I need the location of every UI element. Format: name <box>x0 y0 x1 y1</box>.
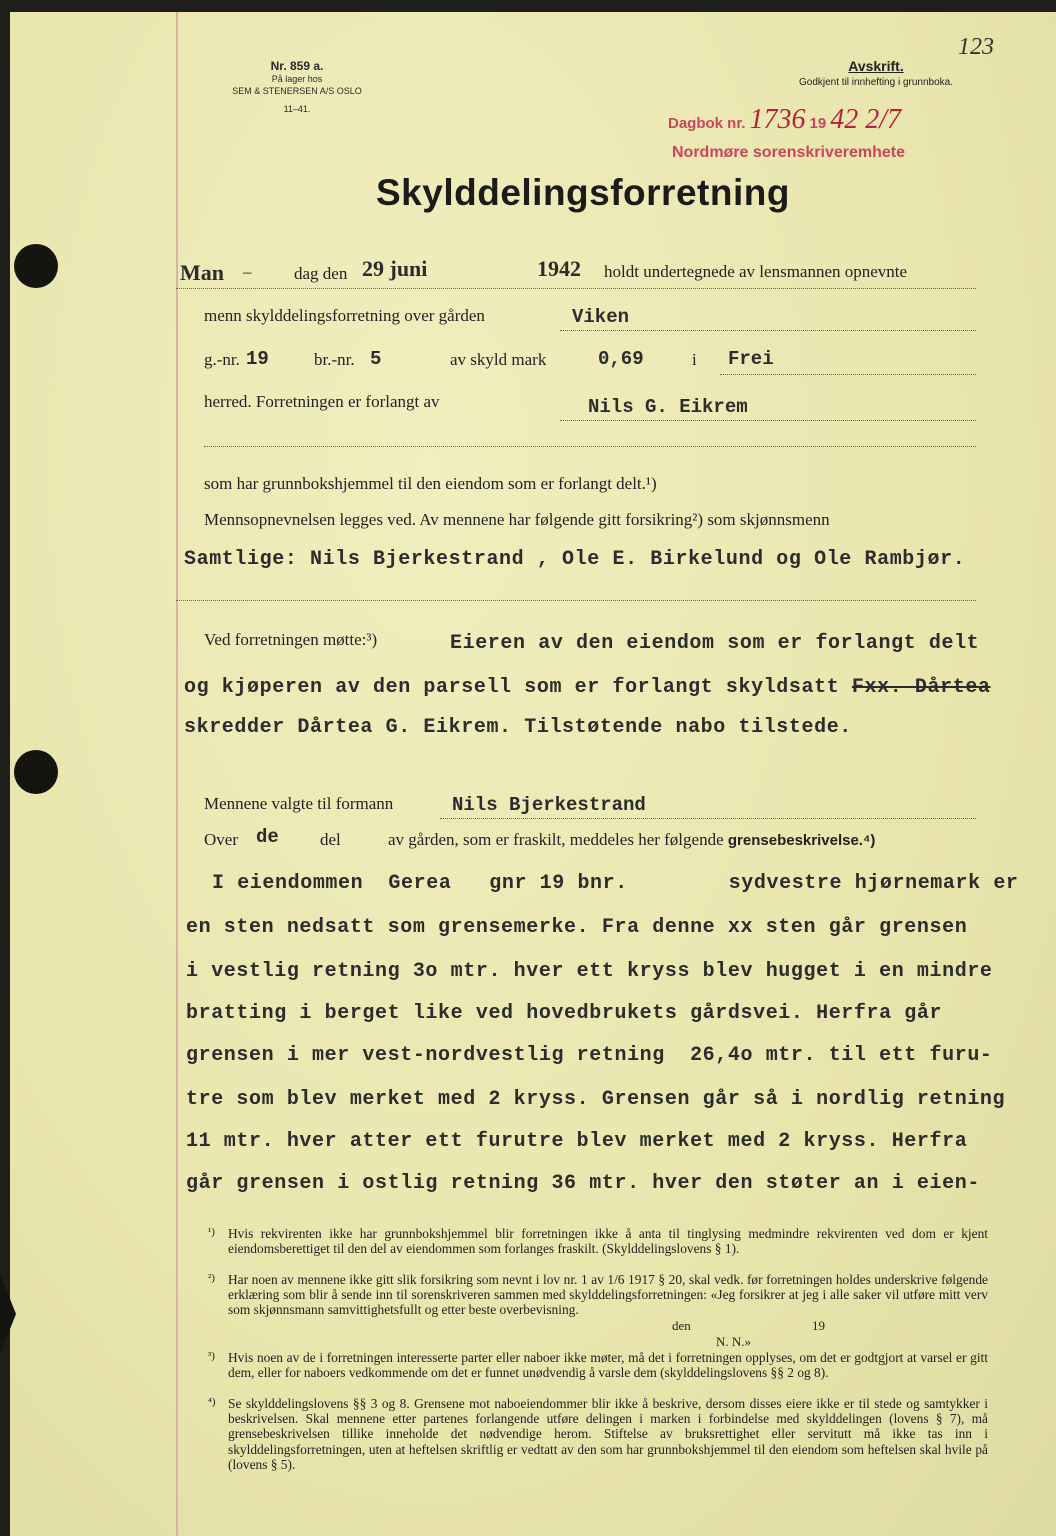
margin-line <box>176 12 178 1536</box>
edge-marker <box>0 1274 16 1354</box>
body-line: en sten nedsatt som grensemerke. Fra denne xx sten går grensen <box>186 916 968 939</box>
line1-text: holdt undertegnede av lensmannen opnevnte <box>604 262 908 281</box>
herred-value: Frei <box>728 348 774 370</box>
i-label: i <box>692 350 697 369</box>
dag-den-label: dag den <box>294 264 348 283</box>
gnr-value: 19 <box>246 348 269 370</box>
line6-text: Mennsopnevnelsen legges ved. Av mennene har følgende gitt forsikring²) som skjønnsmenn <box>204 510 830 529</box>
body-line: grensen i mer vest-nordvestlig retning 26,4o mtr. til ett furu- <box>186 1044 993 1067</box>
gnr-label: g.-nr. <box>204 350 240 369</box>
body-line: I eiendommen Gerea gnr 19 bnr. sydvestre hjørnemark er <box>212 872 1019 895</box>
body-line: i vestlig retning 3o mtr. hver ett kryss blev hugget i en mindre <box>186 960 993 983</box>
dotted-rule <box>560 330 976 331</box>
avskrift-title: Avskrift. <box>848 58 904 74</box>
line11-text: Mennene valgte til formann <box>204 794 394 813</box>
line8-text: Ved forretningen møtte:³) <box>204 630 378 649</box>
footnote-4: Se skylddelingslovens §§ 3 og 8. Grensene mot naboeiendommer blir ikke å beskrive, dersom disses eiere ikke er til stede og samtykker i beskrivelsen. Skal mennene etter partenes forlangende utføre delingen i marken i forbindelse med skylddelingen (lovens § 7), må grensebeskrivelsen tillike inneholde det nødvendige herom. Stiftelse av bruksrettighet eller servitutt må ikke tas inn i skylddelingsforretningen, uten at heftelsen skriftlig er vedtatt av den som har grunnbokshjemmel til den eiendom som heftelsen skal hvile på (lovens § 5). <box>228 1396 988 1472</box>
body-line: 11 mtr. hver atter ett furutre blev merket med 2 kryss. Herfra <box>186 1130 968 1153</box>
footnote-2-year: 19 <box>812 1318 825 1333</box>
footnote-2-den: den <box>672 1318 691 1333</box>
document-title: Skylddelingsforretning <box>376 172 790 213</box>
skyld-value: 0,69 <box>598 348 644 370</box>
footnote-mark-2: ²) <box>208 1272 215 1284</box>
punch-hole-middle <box>14 750 58 794</box>
line12-text <box>388 830 875 850</box>
attendee-line-3: skredder Dårtea G. Eikrem. Tilstøtende nabo tilstede. <box>184 716 852 739</box>
attendee-line-2 <box>184 676 991 699</box>
line2-text: menn skylddelingsforretning over gården <box>204 306 485 325</box>
line5-text: som har grunnbokshjemmel til den eiendom som er forlangt delt.¹) <box>204 474 657 493</box>
footnote-mark-4: ⁴) <box>208 1396 216 1408</box>
body-line: tre som blev merket med 2 kryss. Grensen går så i nordlig retning <box>186 1088 1006 1111</box>
line4-text: herred. Forretningen er forlangt av <box>204 392 440 411</box>
footnote-3: Hvis noen av de i forretningen interesserte parter eller naboer ikke møter, må det i forretningen opplyses, om det er godtgjort at varsel er gitt dem, eller for naboers vedkommende om det er funnet unødvendig å varsle dem (skylddelingslovens §§ 2 og 8). <box>228 1350 988 1381</box>
dotted-rule <box>720 374 976 375</box>
form-number: Nr. 859 a. <box>270 59 324 73</box>
formann-name: Nils Bjerkestrand <box>452 794 646 816</box>
over-label: Over <box>204 830 238 849</box>
dotted-rule <box>204 446 976 447</box>
requester-name: Nils G. Eikrem <box>588 396 748 418</box>
brnr-value: 5 <box>370 348 382 370</box>
dagbok-label: Dagbok nr. <box>668 115 746 132</box>
page-number: 123 <box>958 34 994 60</box>
farm-name: Viken <box>572 306 630 328</box>
dagbok-stamp <box>668 104 901 136</box>
dash: – <box>243 262 252 281</box>
dotted-rule <box>176 288 976 289</box>
line12-text-body: av gården, som er fraskilt, meddeles her følgende <box>388 830 724 849</box>
dagbok-number: 1736 <box>749 104 806 135</box>
dotted-rule <box>176 600 976 601</box>
form-date-code: 11–41. <box>283 104 311 114</box>
publisher-line-1: På lager hos <box>271 74 323 84</box>
avskrift-block <box>756 58 996 88</box>
attendee-line-2-struck: Fxx. Dårtea <box>851 676 991 699</box>
del-label: del <box>320 830 341 849</box>
form-number-block <box>214 60 380 115</box>
footnote-mark-1: ¹) <box>208 1226 215 1238</box>
dagbok-year-prefix: 19 <box>809 115 827 132</box>
dotted-rule <box>560 420 976 421</box>
year-handwritten: 1942 <box>537 256 581 281</box>
skjonnsmenn-names: Samtlige: Nils Bjerkestrand , Ole E. Birkelund og Ole Rambjør. <box>184 548 966 571</box>
office-stamp: Nordmøre sorenskriveremhete <box>672 144 905 161</box>
day-handwritten: Man <box>180 260 224 285</box>
over-handwritten: de <box>256 826 279 848</box>
grensebeskrivelse-label: grensebeskrivelse.⁴) <box>727 832 876 849</box>
publisher-line-2: SEM & STENERSEN A/S OSLO <box>232 86 362 96</box>
body-line: går grensen i ostlig retning 36 mtr. hver den støter an i eien- <box>186 1172 980 1195</box>
footnote-2-nn: N. N.» <box>716 1334 752 1349</box>
punch-hole-top <box>14 244 58 288</box>
dotted-rule <box>440 818 976 819</box>
brnr-label: br.-nr. <box>314 350 355 369</box>
attendee-line-2-text: og kjøperen av den parsell som er forlangt skyldsatt <box>184 676 840 699</box>
avskrift-subtitle: Godkjent til innhefting i grunnboka. <box>799 77 953 88</box>
footnote-2: Har noen av mennene ikke gitt slik forsikring som nevnt i lov nr. 1 av 1/6 1917 § 20, skal vedk. før forretningen holdes underskrive følgende erklæring som blir å sende inn til sorenskriveren sammen med skylddelingsforretningen: «Jeg forsikrer at jeg i alle saker vil utføre mitt verv som skjønnsmann samvittighetsfullt og etter beste overbevisning. <box>228 1272 988 1318</box>
date-handwritten: 29 juni <box>362 256 428 281</box>
skyld-label: av skyld mark <box>450 350 547 369</box>
dagbok-year-date: 42 2/7 <box>830 104 901 135</box>
footnote-mark-3: ³) <box>208 1350 215 1362</box>
body-line: bratting i berget like ved hovedbrukets gårdsvei. Herfra går <box>186 1002 943 1025</box>
attendee-line-1: Eieren av den eiendom som er forlangt delt <box>450 632 980 655</box>
footnote-1: Hvis rekvirenten ikke har grunnbokshjemmel blir forretningen ikke å anta til tinglysing medmindre rekvirenten ved dom er kjent eiendomsberettiget til den del av eiendommen som forlanges fraskilt. (Skylddelingslovens § 1). <box>228 1226 988 1257</box>
